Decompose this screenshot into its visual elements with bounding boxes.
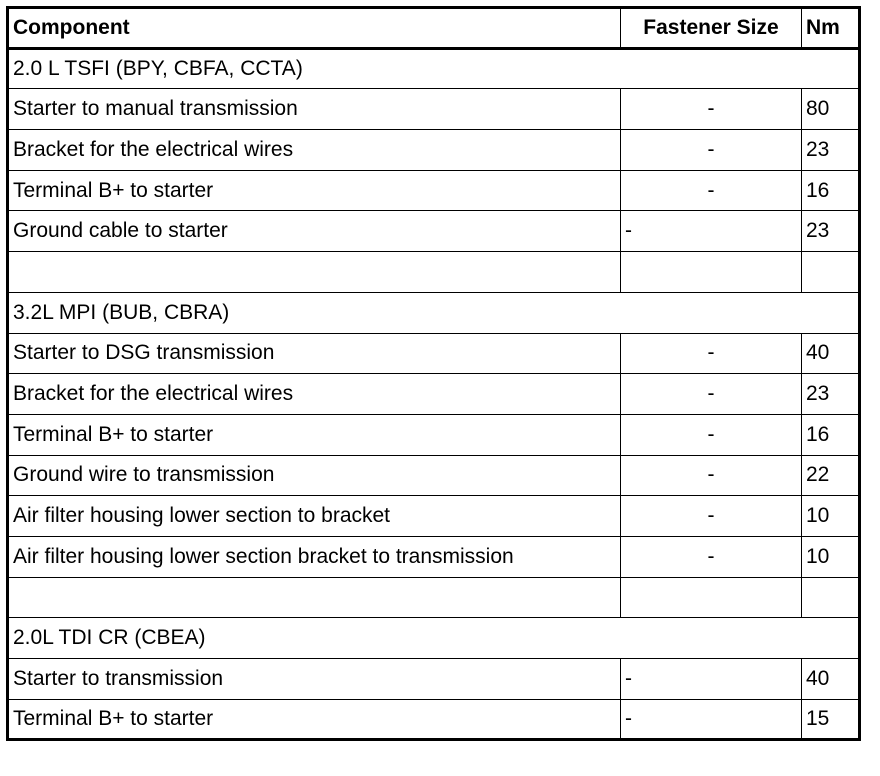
table-body <box>8 48 860 740</box>
component-cell: Ground wire to transmission <box>8 455 621 496</box>
table-row <box>8 374 860 415</box>
table-header-row <box>8 8 860 49</box>
section-title: 3.2L MPI (BUB, CBRA) <box>8 292 860 333</box>
fastener-size-cell: - <box>621 455 802 496</box>
fastener-size-column-header: Fastener Size <box>621 8 802 49</box>
component-cell: Air filter housing lower section bracket to transmission <box>8 536 621 577</box>
nm-cell: 40 <box>802 333 860 374</box>
fastener-size-cell: - <box>621 89 802 130</box>
nm-cell: 40 <box>802 659 860 700</box>
fastener-size-cell: - <box>621 414 802 455</box>
component-column-header: Component <box>8 8 621 49</box>
nm-cell: 23 <box>802 211 860 252</box>
nm-cell: 23 <box>802 130 860 171</box>
table-row <box>8 211 860 252</box>
section-title: 2.0L TDI CR (CBEA) <box>8 618 860 659</box>
nm-cell: 10 <box>802 496 860 537</box>
table-row <box>8 496 860 537</box>
nm-column-header: Nm <box>802 8 860 49</box>
fastener-size-cell: - <box>621 211 802 252</box>
section-header-row <box>8 292 860 333</box>
table-row <box>8 455 860 496</box>
component-cell: Ground cable to starter <box>8 211 621 252</box>
fastener-size-cell: - <box>621 333 802 374</box>
nm-cell: 22 <box>802 455 860 496</box>
section-header-row <box>8 618 860 659</box>
component-cell: Air filter housing lower section to bracket <box>8 496 621 537</box>
table-row <box>8 170 860 211</box>
torque-spec-table <box>6 6 861 741</box>
nm-cell: 16 <box>802 170 860 211</box>
table-row <box>8 659 860 700</box>
fastener-size-cell: - <box>621 659 802 700</box>
component-cell: Starter to manual transmission <box>8 89 621 130</box>
component-cell: Bracket for the electrical wires <box>8 374 621 415</box>
blank-row <box>8 252 860 293</box>
fastener-size-cell: - <box>621 374 802 415</box>
fastener-size-cell: - <box>621 170 802 211</box>
blank-cell <box>8 252 621 293</box>
nm-cell: 10 <box>802 536 860 577</box>
nm-cell: 16 <box>802 414 860 455</box>
component-cell: Starter to DSG transmission <box>8 333 621 374</box>
blank-row <box>8 577 860 618</box>
component-cell: Terminal B+ to starter <box>8 170 621 211</box>
nm-cell: 80 <box>802 89 860 130</box>
blank-cell <box>621 252 802 293</box>
fastener-size-cell: - <box>621 536 802 577</box>
nm-cell: 23 <box>802 374 860 415</box>
table-row <box>8 414 860 455</box>
table-row <box>8 699 860 740</box>
fastener-size-cell: - <box>621 699 802 740</box>
blank-cell <box>802 577 860 618</box>
blank-cell <box>8 577 621 618</box>
table-row <box>8 536 860 577</box>
table-row <box>8 333 860 374</box>
section-header-row <box>8 48 860 89</box>
fastener-size-cell: - <box>621 496 802 537</box>
component-cell: Starter to transmission <box>8 659 621 700</box>
component-cell: Bracket for the electrical wires <box>8 130 621 171</box>
component-cell: Terminal B+ to starter <box>8 414 621 455</box>
fastener-size-cell: - <box>621 130 802 171</box>
table-row <box>8 130 860 171</box>
nm-cell: 15 <box>802 699 860 740</box>
blank-cell <box>802 252 860 293</box>
section-title: 2.0 L TSFI (BPY, CBFA, CCTA) <box>8 48 860 89</box>
table-row <box>8 89 860 130</box>
component-cell: Terminal B+ to starter <box>8 699 621 740</box>
blank-cell <box>621 577 802 618</box>
